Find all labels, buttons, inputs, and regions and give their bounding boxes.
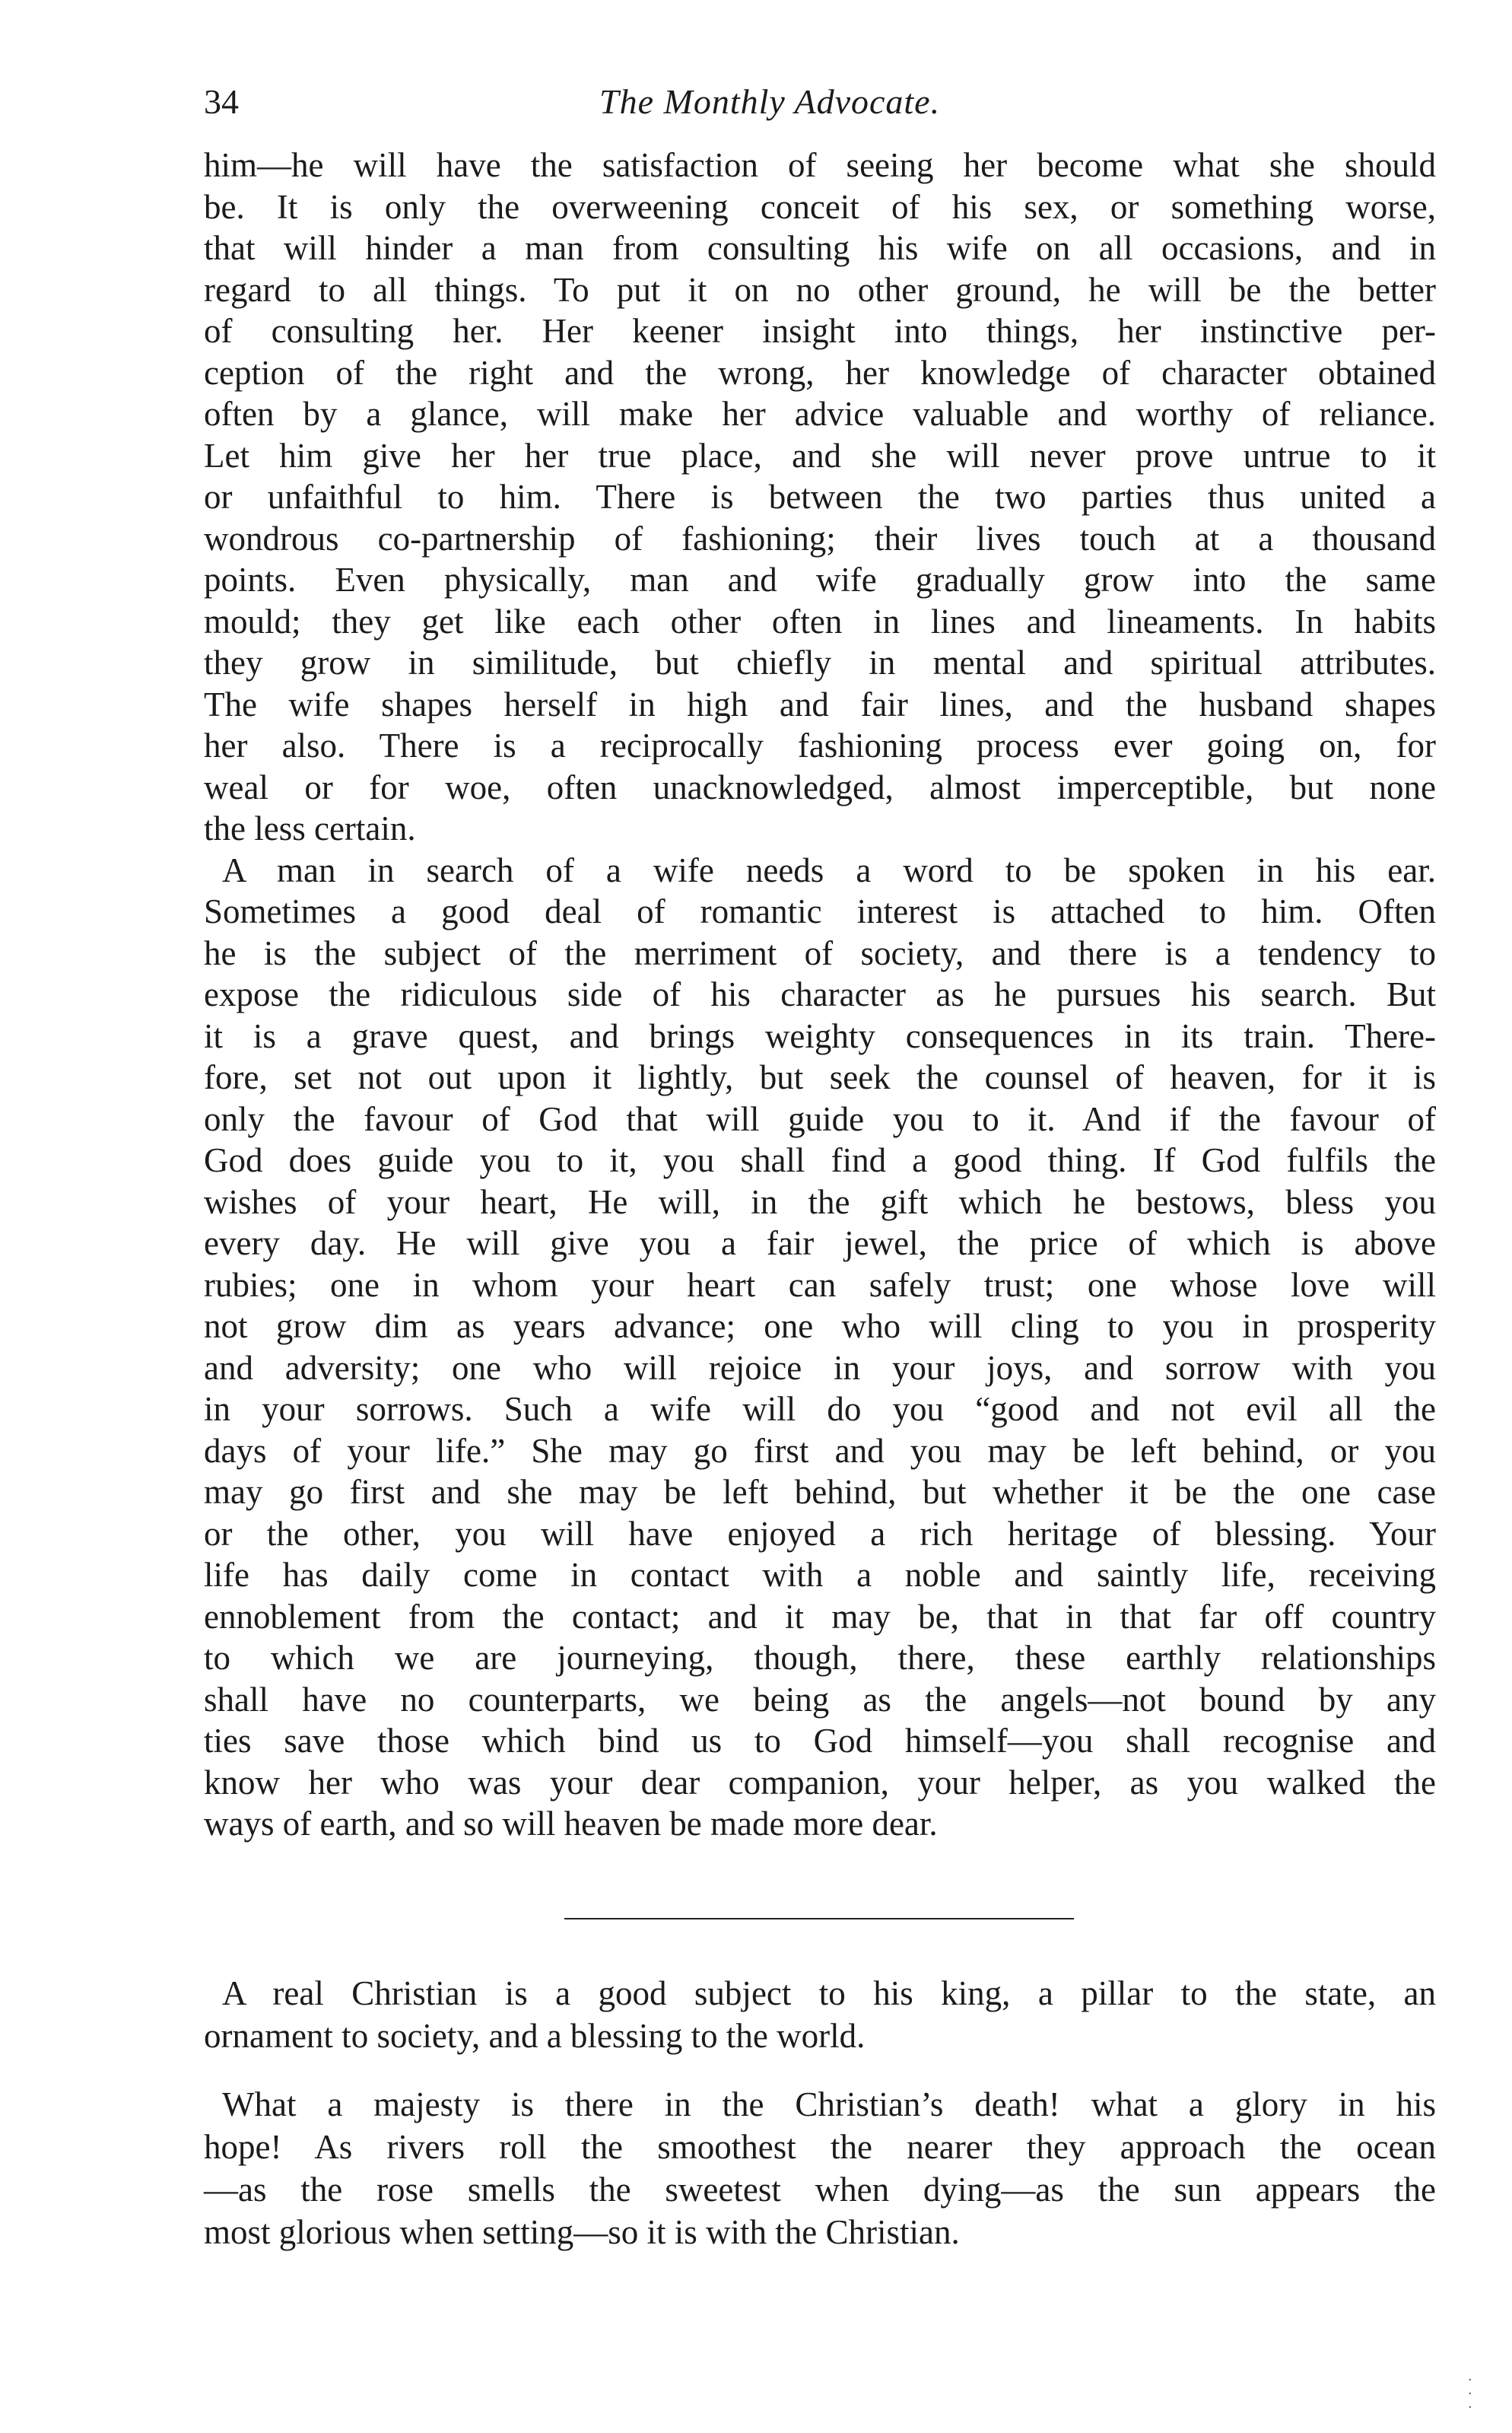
article-line: it is a grave quest, and brings weighty consequences in its train. There-	[204, 1016, 1436, 1055]
quote-christian-subject	[204, 1972, 1436, 2057]
article-line: and adversity; one who will rejoice in your joys, and sorrow with you	[204, 1348, 1436, 1387]
article-line: him—he will have the satisfaction of seeing her become what she should	[204, 146, 1436, 184]
article-line: life has daily come in contact with a noble and saintly life, receiving	[204, 1556, 1436, 1594]
article-line: ways of earth, and so will heaven be made more dear.	[204, 1805, 938, 1843]
quote-line: What a majesty is there in the Christian’s death! what a glory in his	[222, 2085, 1436, 2123]
article-line: days of your life.” She may go first and you may be left behind, or you	[204, 1431, 1436, 1470]
article-line: The wife shapes herself in high and fair lines, and the husband shapes	[204, 685, 1436, 724]
quote-line: most glorious when setting—so it is with the Christian.	[204, 2213, 960, 2251]
article-line: ties save those which bind us to God himself—you shall recognise and	[204, 1722, 1436, 1760]
article-line: to which we are journeying, though, there, these earthly relationships	[204, 1639, 1436, 1677]
article-line: fore, set not out upon it lightly, but seek the counsel of heaven, for it is	[204, 1058, 1436, 1096]
quote-line: A real Christian is a good subject to his king, a pillar to the state, an	[222, 1974, 1436, 2012]
article-line: in your sorrows. Such a wife will do you “good and not evil all the	[204, 1390, 1436, 1428]
article-line: the less certain.	[204, 809, 416, 848]
article-line: ception of the right and the wrong, her knowledge of character obtained	[204, 353, 1436, 392]
article-line: may go first and she may be left behind, but whether it be the one case	[204, 1473, 1436, 1511]
article-body	[204, 145, 1436, 1845]
article-line: not grow dim as years advance; one who will cling to you in prosperity	[204, 1307, 1436, 1345]
article-line: know her who was your dear companion, your helper, as you walked the	[204, 1763, 1436, 1802]
article-line: mould; they get like each other often in lines and lineaments. In habits	[204, 602, 1436, 641]
quote-line: —as the rose smells the sweetest when dying—as the sun appears the	[204, 2171, 1436, 2209]
article-line: Let him give her her true place, and she will never prove untrue to it	[204, 436, 1436, 475]
quote-line: hope! As rivers roll the smoothest the nearer they approach the ocean	[204, 2128, 1436, 2166]
article-line: expose the ridiculous side of his character as he pursues his search. But	[204, 975, 1436, 1013]
article-line: points. Even physically, man and wife gradually grow into the same	[204, 561, 1436, 599]
article-line: often by a glance, will make her advice valuable and worthy of reliance.	[204, 395, 1436, 433]
article-line: A man in search of a wife needs a word to be spoken in his ear.	[222, 851, 1436, 889]
article-line: God does guide you to it, you shall find a good thing. If God fulfils the	[204, 1141, 1436, 1179]
article-line: of consulting her. Her keener insight into things, her instinctive per-	[204, 312, 1436, 350]
article-line: Sometimes a good deal of romantic interest is attached to him. Often	[204, 892, 1436, 930]
article-line: wondrous co-partnership of fashioning; their lives touch at a thousand	[204, 519, 1436, 558]
article-line: shall have no counterparts, we being as the angels—not bound by any	[204, 1680, 1436, 1719]
article-line: every day. He will give you a fair jewel, the price of which is above	[204, 1224, 1436, 1262]
article-line: or the other, you will have enjoyed a rich heritage of blessing. Your	[204, 1514, 1436, 1553]
article-line: rubies; one in whom your heart can safely trust; one whose love will	[204, 1265, 1436, 1304]
article-line: her also. There is a reciprocally fashioning process ever going on, for	[204, 727, 1436, 765]
article-line: be. It is only the overweening conceit of his sex, or something worse,	[204, 187, 1436, 226]
quote-line: ornament to society, and a blessing to the world.	[204, 2017, 866, 2055]
article-line: that will hinder a man from consulting his wife on all occasions, and in	[204, 229, 1436, 267]
section-divider	[564, 1918, 1074, 1919]
article-line: regard to all things. To put it on no other ground, he will be the better	[204, 270, 1436, 309]
running-title: The Monthly Advocate.	[599, 82, 941, 121]
article-line: he is the subject of the merriment of society, and there is a tendency to	[204, 933, 1436, 972]
article-line: or unfaithful to him. There is between the two parties thus united a	[204, 478, 1436, 516]
page-number: 34	[204, 82, 239, 121]
article-line: ennoblement from the contact; and it may be, that in that far off country	[204, 1597, 1436, 1636]
article-line: wishes of your heart, He will, in the gift which he bestows, bless you	[204, 1182, 1436, 1221]
article-line: weal or for woe, often unacknowledged, almost imperceptible, but none	[204, 768, 1436, 806]
margin-speck: · · ·	[1468, 2372, 1472, 2416]
article-line: they grow in similitude, but chiefly in mental and spiritual attributes.	[204, 644, 1436, 682]
page-header	[204, 79, 1436, 132]
quote-christian-death	[204, 2083, 1436, 2253]
article-line: only the favour of God that will guide you to it. And if the favour of	[204, 1099, 1436, 1138]
